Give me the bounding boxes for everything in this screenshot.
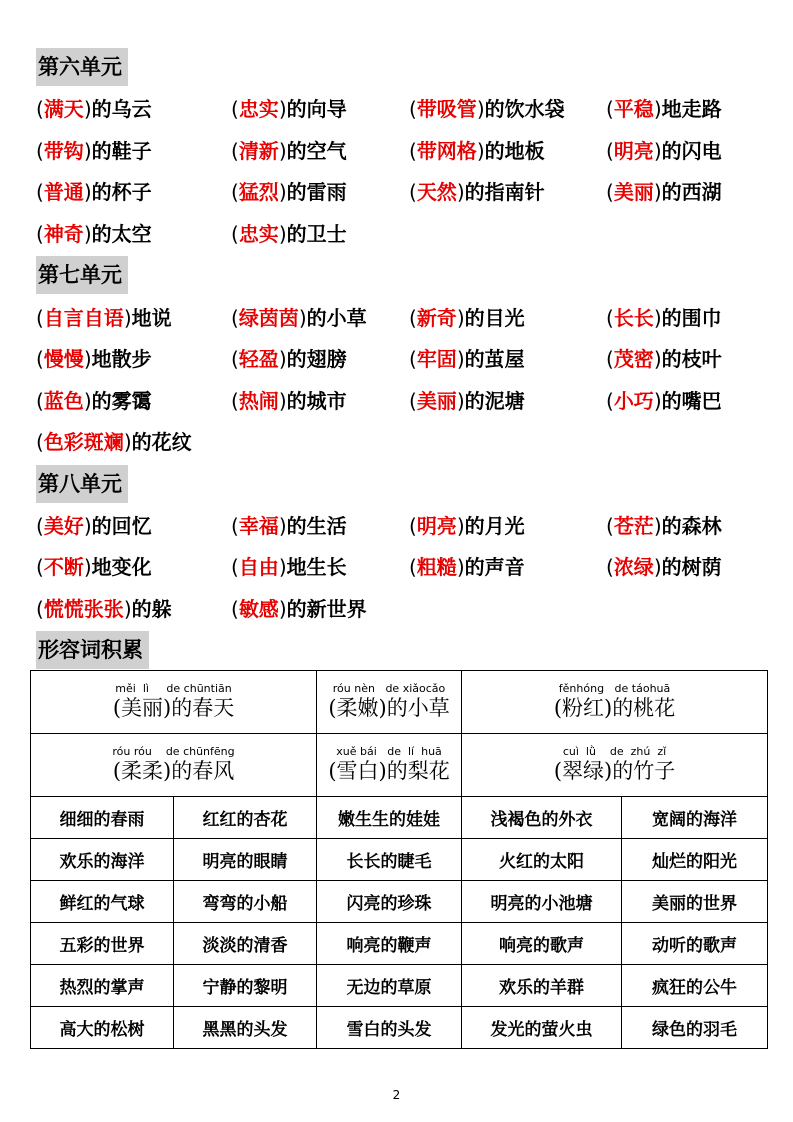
- section-title-unit7: 第七单元: [36, 256, 128, 294]
- pinyin-text: cuì lǜ de zhú zǐ: [562, 745, 667, 758]
- table-cell: 欢乐的羊群: [462, 965, 622, 1007]
- answer-word: 明亮: [416, 514, 457, 538]
- phrase-item: (牢固)的茧屋: [409, 347, 525, 371]
- table-cell: 响亮的鞭声: [317, 923, 462, 965]
- phrase-item: (美好)的回忆: [36, 514, 152, 538]
- table-cell: 明亮的眼睛: [174, 839, 317, 881]
- table-cell: 美丽的世界: [622, 881, 768, 923]
- phrase-row: [0, 422, 793, 462]
- table-cell: 灿烂的阳光: [622, 839, 768, 881]
- pinyin-cell: [317, 734, 462, 797]
- phrase-suffix: 的太空: [91, 222, 152, 246]
- answer-word: 明亮: [613, 139, 654, 163]
- phrase-item: (色彩斑斓)的花纹: [36, 430, 192, 454]
- phrase-row: [0, 339, 793, 379]
- phrase-suffix: 的向导: [286, 97, 347, 121]
- phrase-item: (美丽)的西湖: [606, 180, 722, 204]
- answer-word: 浓绿: [613, 555, 654, 579]
- answer-word: 猛烈: [238, 180, 279, 204]
- phrase-suffix: 的枝叶: [661, 347, 722, 371]
- pinyin-row: [31, 671, 768, 734]
- answer-word: 自言自语: [43, 306, 124, 330]
- pinyin-phrase: (粉红)的桃花: [553, 696, 676, 720]
- phrase-suffix: 的雾霭: [91, 389, 152, 413]
- answer-word: 小巧: [613, 389, 654, 413]
- phrase-item: (明亮)的闪电: [606, 139, 722, 163]
- phrase-suffix: 的花纹: [131, 430, 192, 454]
- phrase-suffix: 的嘴巴: [661, 389, 722, 413]
- answer-word: 神奇: [43, 222, 84, 246]
- phrase-suffix: 的翅膀: [286, 347, 347, 371]
- phrase-item: (普通)的杯子: [36, 180, 152, 204]
- phrase-item: (带钩)的鞋子: [36, 139, 152, 163]
- pinyin-text: fěnhóng de táohuā: [558, 682, 671, 695]
- answer-word: 轻盈: [238, 347, 279, 371]
- phrase-item: (自由)地生长: [231, 555, 347, 579]
- table-cell: 红红的杏花: [174, 797, 317, 839]
- phrase-row: [0, 547, 793, 587]
- phrase-row: [0, 172, 793, 212]
- pinyin-phrase: (美丽)的春天: [112, 696, 235, 720]
- phrase-suffix: 地生长: [286, 555, 347, 579]
- phrase-row: [0, 381, 793, 421]
- section-title-unit6: 第六单元: [36, 48, 128, 86]
- phrase-suffix: 的躲: [131, 597, 172, 621]
- table-cell: 淡淡的清香: [174, 923, 317, 965]
- phrase-item: (猛烈)的雷雨: [231, 180, 347, 204]
- phrase-row: [0, 131, 793, 171]
- phrase-suffix: 地散步: [91, 347, 152, 371]
- phrase-suffix: 的月光: [464, 514, 525, 538]
- table-cell: 五彩的世界: [31, 923, 174, 965]
- answer-word: 天然: [416, 180, 457, 204]
- page-number: 2: [392, 1088, 401, 1102]
- table-cell: 响亮的歌声: [462, 923, 622, 965]
- phrase-item: (不断)地变化: [36, 555, 152, 579]
- phrase-row: [0, 89, 793, 129]
- table-row: [31, 965, 768, 1007]
- answer-word: 慌慌张张: [43, 597, 124, 621]
- phrase-item: (带吸管)的饮水袋: [409, 97, 565, 121]
- table-cell: 雪白的头发: [317, 1007, 462, 1049]
- pinyin-cell: [462, 734, 768, 797]
- phrase-item: (热闹)的城市: [231, 389, 347, 413]
- phrase-suffix: 的围巾: [661, 306, 722, 330]
- pinyin-phrase: (翠绿)的竹子: [553, 759, 676, 783]
- phrase-suffix: 地走路: [661, 97, 722, 121]
- table-cell: 嫩生生的娃娃: [317, 797, 462, 839]
- section-title-adjectives: 形容词积累: [36, 631, 149, 669]
- phrase-suffix: 的新世界: [286, 597, 367, 621]
- phrase-suffix: 的地板: [484, 139, 545, 163]
- table-cell: 绿色的羽毛: [622, 1007, 768, 1049]
- phrase-item: (带网格)的地板: [409, 139, 545, 163]
- phrase-item: (新奇)的目光: [409, 306, 525, 330]
- table-cell: 黑黑的头发: [174, 1007, 317, 1049]
- answer-word: 带钩: [43, 139, 84, 163]
- phrase-item: (明亮)的月光: [409, 514, 525, 538]
- phrase-item: (长长)的围巾: [606, 306, 722, 330]
- table-cell: 火红的太阳: [462, 839, 622, 881]
- pinyin-cell: [31, 734, 317, 797]
- phrase-item: (神奇)的太空: [36, 222, 152, 246]
- phrase-suffix: 的饮水袋: [484, 97, 565, 121]
- answer-word: 清新: [238, 139, 279, 163]
- phrase-item: (忠实)的向导: [231, 97, 347, 121]
- pinyin-cell: [462, 671, 768, 734]
- phrase-suffix: 地说: [131, 306, 172, 330]
- table-cell: 长长的睫毛: [317, 839, 462, 881]
- answer-word: 美丽: [613, 180, 654, 204]
- phrase-suffix: 的声音: [464, 555, 525, 579]
- table-row: [31, 1007, 768, 1049]
- table-row: [31, 839, 768, 881]
- phrase-suffix: 的闪电: [661, 139, 722, 163]
- answer-word: 蓝色: [43, 389, 84, 413]
- table-cell: 高大的松树: [31, 1007, 174, 1049]
- phrase-suffix: 的指南针: [464, 180, 545, 204]
- table-cell: 动听的歌声: [622, 923, 768, 965]
- phrase-suffix: 的卫士: [286, 222, 347, 246]
- phrase-suffix: 的树荫: [661, 555, 722, 579]
- pinyin-text: xuě bái de lí huā: [336, 745, 442, 758]
- answer-word: 忠实: [238, 97, 279, 121]
- phrase-suffix: 的城市: [286, 389, 347, 413]
- pinyin-row: [31, 734, 768, 797]
- phrase-row: [0, 214, 793, 254]
- pinyin-cell: [31, 671, 317, 734]
- answer-word: 长长: [613, 306, 654, 330]
- table-cell: 弯弯的小船: [174, 881, 317, 923]
- phrase-item: (浓绿)的树荫: [606, 555, 722, 579]
- phrase-item: (蓝色)的雾霭: [36, 389, 152, 413]
- phrase-suffix: 的茧屋: [464, 347, 525, 371]
- table-cell: 欢乐的海洋: [31, 839, 174, 881]
- pinyin-phrase: (雪白)的梨花: [328, 759, 450, 783]
- phrase-item: (小巧)的嘴巴: [606, 389, 722, 413]
- table-cell: 细细的春雨: [31, 797, 174, 839]
- phrase-suffix: 的鞋子: [91, 139, 152, 163]
- phrase-item: (幸福)的生活: [231, 514, 347, 538]
- phrase-item: (平稳)地走路: [606, 97, 722, 121]
- section-title-unit8: 第八单元: [36, 465, 128, 503]
- answer-word: 茂密: [613, 347, 654, 371]
- table-cell: 鲜红的气球: [31, 881, 174, 923]
- answer-word: 忠实: [238, 222, 279, 246]
- phrase-suffix: 的泥塘: [464, 389, 525, 413]
- phrase-item: (天然)的指南针: [409, 180, 545, 204]
- phrase-item: (自言自语)地说: [36, 306, 172, 330]
- phrase-item: (茂密)的枝叶: [606, 347, 722, 371]
- answer-word: 色彩斑斓: [43, 430, 124, 454]
- answer-word: 美丽: [416, 389, 457, 413]
- table-row: [31, 923, 768, 965]
- answer-word: 幸福: [238, 514, 279, 538]
- phrase-item: (苍茫)的森林: [606, 514, 722, 538]
- phrase-item: (美丽)的泥塘: [409, 389, 525, 413]
- answer-word: 自由: [238, 555, 279, 579]
- phrase-suffix: 的回忆: [91, 514, 152, 538]
- table-cell: 疯狂的公牛: [622, 965, 768, 1007]
- answer-word: 粗糙: [416, 555, 457, 579]
- phrase-item: (清新)的空气: [231, 139, 347, 163]
- phrase-item: (粗糙)的声音: [409, 555, 525, 579]
- phrase-suffix: 的小草: [306, 306, 367, 330]
- pinyin-text: róu róu de chūnfēng: [112, 745, 235, 758]
- pinyin-phrase: (柔嫩)的小草: [328, 696, 450, 720]
- answer-word: 慢慢: [43, 347, 84, 371]
- phrase-suffix: 地变化: [91, 555, 152, 579]
- phrase-suffix: 的生活: [286, 514, 347, 538]
- phrase-row: [0, 506, 793, 546]
- phrase-item: (敏感)的新世界: [231, 597, 367, 621]
- table-cell: 闪亮的珍珠: [317, 881, 462, 923]
- table-row: [31, 797, 768, 839]
- answer-word: 满天: [43, 97, 84, 121]
- answer-word: 平稳: [613, 97, 654, 121]
- pinyin-text: měi lì de chūntiān: [115, 682, 232, 695]
- table-cell: 明亮的小池塘: [462, 881, 622, 923]
- answer-word: 带网格: [416, 139, 477, 163]
- phrase-suffix: 的空气: [286, 139, 347, 163]
- phrase-item: (慢慢)地散步: [36, 347, 152, 371]
- phrase-item: (绿茵茵)的小草: [231, 306, 367, 330]
- table-row: [31, 881, 768, 923]
- adjective-table: [30, 670, 768, 1049]
- answer-word: 带吸管: [416, 97, 477, 121]
- phrase-item: (轻盈)的翅膀: [231, 347, 347, 371]
- phrase-row: [0, 589, 793, 629]
- answer-word: 普通: [43, 180, 84, 204]
- table-cell: 无边的草原: [317, 965, 462, 1007]
- phrase-row: [0, 298, 793, 338]
- phrase-suffix: 的西湖: [661, 180, 722, 204]
- answer-word: 美好: [43, 514, 84, 538]
- pinyin-text: róu nèn de xiǎocǎo: [332, 682, 446, 695]
- answer-word: 不断: [43, 555, 84, 579]
- phrase-suffix: 的杯子: [91, 180, 152, 204]
- phrase-suffix: 的目光: [464, 306, 525, 330]
- answer-word: 热闹: [238, 389, 279, 413]
- phrase-suffix: 的乌云: [91, 97, 152, 121]
- pinyin-cell: [317, 671, 462, 734]
- answer-word: 牢固: [416, 347, 457, 371]
- phrase-suffix: 的森林: [661, 514, 722, 538]
- table-cell: 宁静的黎明: [174, 965, 317, 1007]
- table-cell: 发光的萤火虫: [462, 1007, 622, 1049]
- answer-word: 敏感: [238, 597, 279, 621]
- answer-word: 新奇: [416, 306, 457, 330]
- phrase-item: (满天)的乌云: [36, 97, 152, 121]
- phrase-suffix: 的雷雨: [286, 180, 347, 204]
- table-cell: 热烈的掌声: [31, 965, 174, 1007]
- table-cell: 宽阔的海洋: [622, 797, 768, 839]
- table-cell: 浅褐色的外衣: [462, 797, 622, 839]
- phrase-item: (忠实)的卫士: [231, 222, 347, 246]
- answer-word: 苍茫: [613, 514, 654, 538]
- phrase-item: (慌慌张张)的躲: [36, 597, 172, 621]
- answer-word: 绿茵茵: [238, 306, 299, 330]
- pinyin-phrase: (柔柔)的春风: [112, 759, 235, 783]
